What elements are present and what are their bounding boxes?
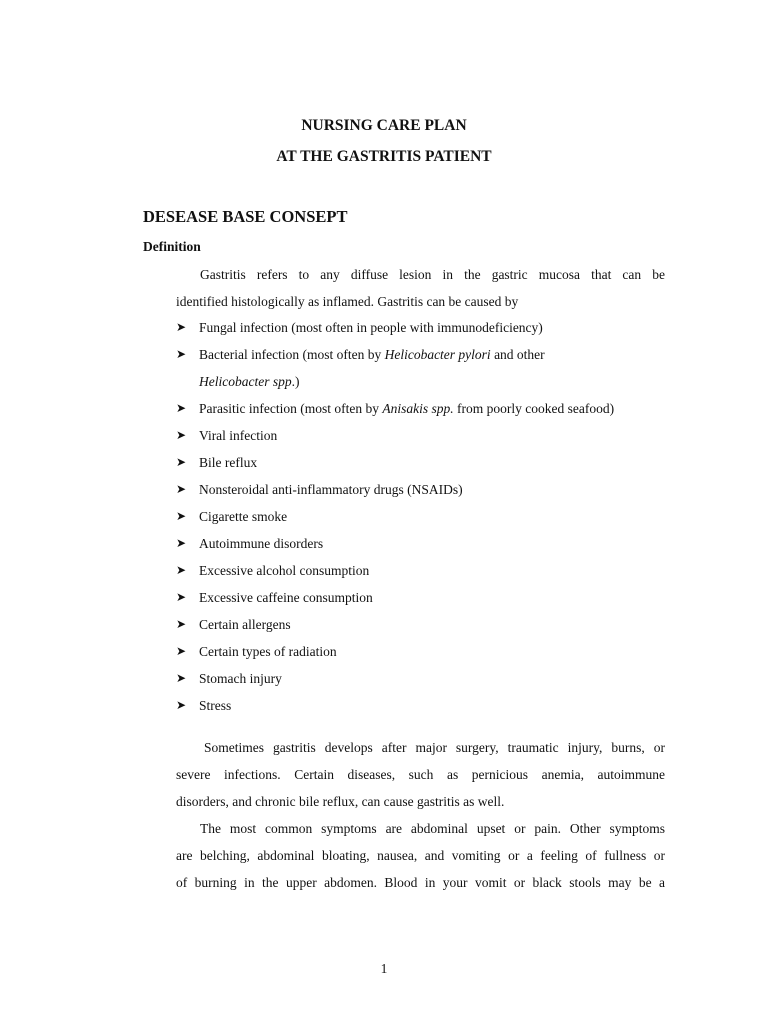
paragraph-line: of burning in the upper abdomen. Blood in your vomit or black stools may be a	[176, 875, 665, 890]
arrowhead-bullet-icon: ➤	[176, 698, 187, 712]
paragraph-line: disorders, and chronic bile reflux, can cause gastritis as well.	[176, 794, 505, 809]
document-title-line2: AT THE GASTRITIS PATIENT	[276, 148, 492, 165]
paragraph-line: Sometimes gastritis develops after major surgery, traumatic injury, burns, or	[204, 740, 665, 755]
list-item	[176, 611, 614, 638]
list-item-continuation	[199, 368, 614, 395]
list-item-text: Fungal infection (most often in people with immunodeficiency)	[199, 320, 543, 335]
list-item-text-post: .)	[291, 374, 300, 389]
list-item	[176, 341, 614, 395]
arrowhead-bullet-icon: ➤	[176, 563, 187, 577]
paragraph-symptoms	[176, 815, 665, 896]
arrowhead-bullet-icon: ➤	[176, 455, 187, 469]
arrowhead-bullet-icon: ➤	[176, 536, 187, 550]
list-item-text: Excessive caffeine consumption	[199, 590, 373, 605]
list-item	[176, 665, 614, 692]
list-item	[176, 503, 614, 530]
list-item-text: Certain allergens	[199, 617, 291, 632]
intro-paragraph	[176, 261, 665, 315]
subheading-definition: Definition	[143, 239, 201, 254]
list-item	[176, 395, 614, 422]
list-item	[176, 638, 614, 665]
list-item-text: Certain types of radiation	[199, 644, 337, 659]
list-item-text-pre: Bacterial infection (most often by	[199, 347, 385, 362]
arrowhead-bullet-icon: ➤	[176, 617, 187, 631]
list-item	[176, 557, 614, 584]
list-item	[176, 422, 614, 449]
arrowhead-bullet-icon: ➤	[176, 590, 187, 604]
paragraph-conditions	[176, 734, 665, 815]
arrowhead-bullet-icon: ➤	[176, 509, 187, 523]
intro-line-2: identified histologically as inflamed. Gastritis can be caused by	[176, 294, 519, 309]
list-item-text: Stomach injury	[199, 671, 282, 686]
section-heading: DESEASE BASE CONSEPT	[143, 207, 348, 226]
list-item-text-italic: Anisakis spp.	[382, 401, 454, 416]
list-item-text: Nonsteroidal anti-inflammatory drugs (NSAIDs)	[199, 482, 463, 497]
list-item-text: Stress	[199, 698, 232, 713]
list-item-text: Cigarette smoke	[199, 509, 288, 524]
list-item-text-post: and other	[490, 347, 545, 362]
arrowhead-bullet-icon: ➤	[176, 428, 187, 442]
page-number: 1	[380, 961, 388, 976]
list-item	[176, 692, 614, 719]
list-item-text: Bile reflux	[199, 455, 258, 470]
list-item-text: Autoimmune disorders	[199, 536, 324, 551]
list-item-text-italic: Helicobacter spp	[199, 374, 292, 389]
list-item	[176, 584, 614, 611]
arrowhead-bullet-icon: ➤	[176, 320, 187, 334]
arrowhead-bullet-icon: ➤	[176, 644, 187, 658]
paragraph-line: The most common symptoms are abdominal upset or pain. Other symptoms	[200, 821, 665, 836]
list-item-text-post: from poorly cooked seafood)	[453, 401, 615, 416]
list-item	[176, 314, 614, 341]
list-item-text: Viral infection	[199, 428, 278, 443]
list-item-text-italic: Helicobacter pylori	[384, 347, 491, 362]
paragraph-line: are belching, abdominal bloating, nausea, and vomiting or a feeling of fullness or	[176, 848, 665, 863]
arrowhead-bullet-icon: ➤	[176, 671, 187, 685]
arrowhead-bullet-icon: ➤	[176, 347, 187, 361]
arrowhead-bullet-icon: ➤	[176, 482, 187, 496]
intro-line-1: Gastritis refers to any diffuse lesion in the gastric mucosa that can be	[200, 267, 665, 282]
causes-list	[176, 314, 614, 719]
list-item	[176, 449, 614, 476]
document-title-line1: NURSING CARE PLAN	[301, 117, 467, 134]
list-item	[176, 530, 614, 557]
arrowhead-bullet-icon: ➤	[176, 401, 187, 415]
list-item	[176, 476, 614, 503]
list-item-text-pre: Parasitic infection (most often by	[199, 401, 383, 416]
paragraph-line: severe infections. Certain diseases, such as pernicious anemia, autoimmune	[176, 767, 665, 782]
list-item-text: Excessive alcohol consumption	[199, 563, 370, 578]
